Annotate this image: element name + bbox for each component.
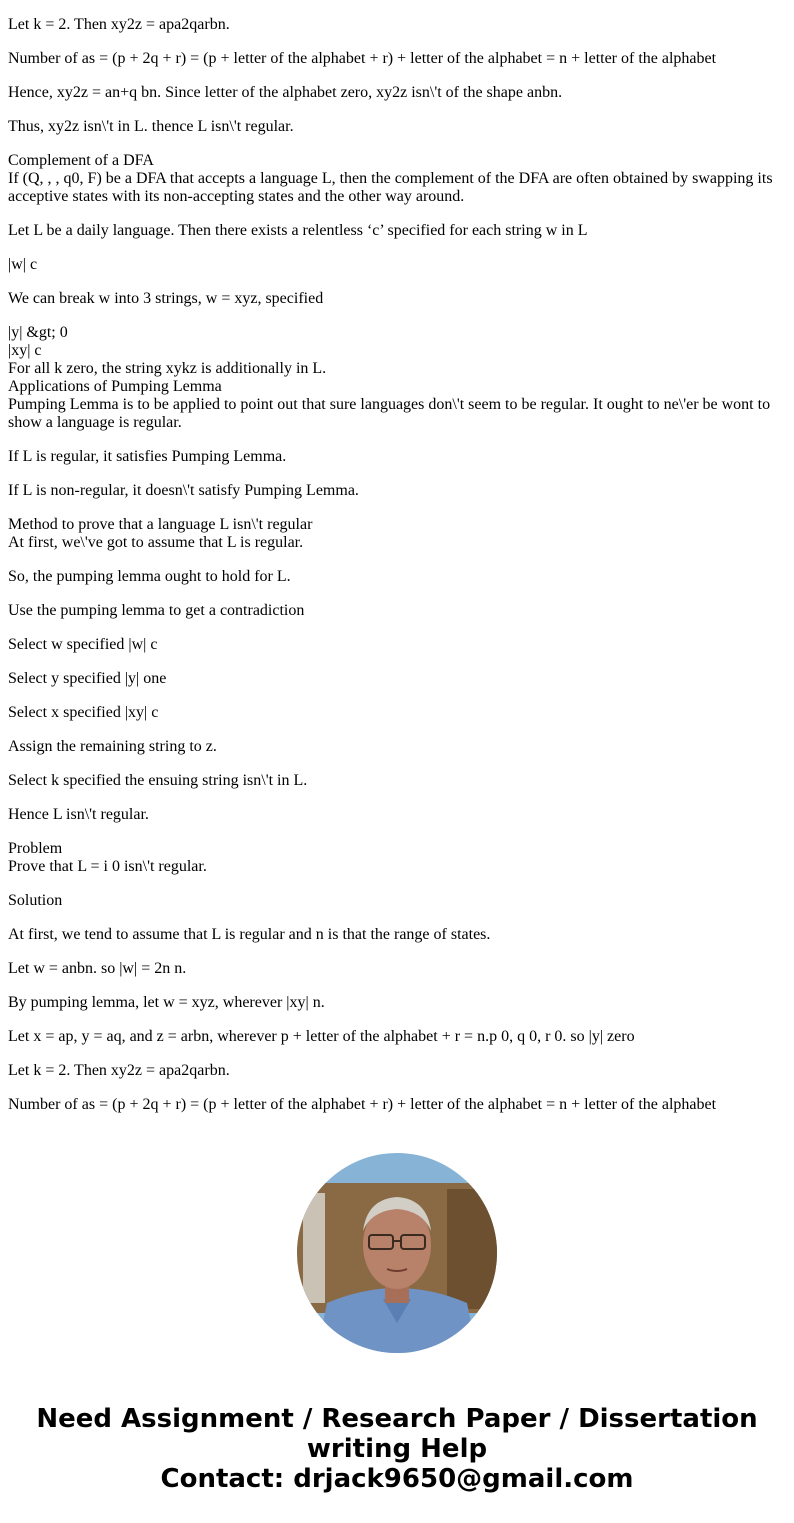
section-method	[8, 516, 786, 552]
paragraph: Select k specified the ensuing string isn\'t in L.	[8, 772, 308, 789]
paragraph: Hence L isn\'t regular.	[8, 806, 149, 823]
banner-headline: Need Assignment / Research Paper / Dissertation	[36, 1404, 758, 1434]
paragraph: Select x specified |xy| c	[8, 704, 159, 721]
section-complement-dfa	[8, 152, 786, 206]
paragraph: |w| c	[8, 256, 38, 273]
paragraph: At first, we tend to assume that L is regular and n is that the range of states.	[8, 926, 491, 943]
paragraph: Thus, xy2z isn\'t in L. thence L isn\'t regular.	[8, 118, 294, 135]
paragraph: Let L be a daily language. Then there exists a relentless ‘c’ specified for each string w in L	[8, 222, 588, 239]
paragraph: Select y specified |y| one	[8, 670, 167, 687]
paragraph: At first, we\'ve got to assume that L is regular.	[8, 534, 304, 551]
author-photo	[297, 1153, 497, 1353]
text-line: |y| &gt; 0	[8, 324, 68, 341]
section-heading: Method to prove that a language L isn\'t regular	[8, 516, 313, 533]
author-avatar	[297, 1153, 497, 1353]
paragraph: Let k = 2. Then xy2z = apa2qarbn.	[8, 1062, 230, 1079]
section-applications	[8, 324, 786, 432]
article-body	[8, 16, 786, 1114]
paragraph: Let w = anbn. so |w| = 2n n.	[8, 960, 187, 977]
section-heading: Complement of a DFA	[8, 152, 154, 169]
paragraph: If L is regular, it satisfies Pumping Lemma.	[8, 448, 287, 465]
paragraph: So, the pumping lemma ought to hold for L.	[8, 568, 291, 585]
contact-email: Contact: drjack9650@gmail.com	[160, 1464, 634, 1494]
paragraph: By pumping lemma, let w = xyz, wherever |xy| n.	[8, 994, 325, 1011]
text-line: For all k zero, the string xykz is additionally in L.	[8, 360, 327, 377]
paragraph: If (Q, , , q0, F) be a DFA that accepts a language L, then the complement of the DFA are often obtained by swapping its acceptive states with its non-accepting states and the other way around.	[8, 170, 773, 205]
paragraph: Pumping Lemma is to be applied to point out that sure languages don\'t seem to be regular. It ought to ne\'er be wont to show a language is regular.	[8, 396, 771, 431]
section-heading: Applications of Pumping Lemma	[8, 378, 222, 395]
paragraph: Select w specified |w| c	[8, 636, 158, 653]
text-line: |xy| c	[8, 342, 42, 359]
paragraph: If L is non-regular, it doesn\'t satisfy Pumping Lemma.	[8, 482, 359, 499]
paragraph: Hence, xy2z = an+q bn. Since letter of the alphabet zero, xy2z isn\'t of the shape anbn.	[8, 84, 563, 101]
paragraph: Let x = ap, y = aq, and z = arbn, wherever p + letter of the alphabet + r = n.p 0, q 0, r 0. so |y| zero	[8, 1028, 635, 1045]
paragraph: Assign the remaining string to z.	[8, 738, 217, 755]
paragraph: Let k = 2. Then xy2z = apa2qarbn.	[8, 16, 230, 33]
section-heading: Solution	[8, 892, 63, 909]
paragraph: Use the pumping lemma to get a contradiction	[8, 602, 305, 619]
assignment-help-banner	[0, 1404, 794, 1494]
paragraph: Number of as = (p + 2q + r) = (p + letter of the alphabet + r) + letter of the alphabet = n + letter of the alphabet	[8, 50, 717, 67]
section-problem	[8, 840, 786, 876]
paragraph: Prove that L = i 0 isn\'t regular.	[8, 858, 207, 875]
section-heading: Problem	[8, 840, 63, 857]
paragraph: Number of as = (p + 2q + r) = (p + letter of the alphabet + r) + letter of the alphabet = n + letter of the alphabet	[8, 1096, 717, 1113]
banner-subheadline: writing Help	[306, 1434, 488, 1464]
paragraph: We can break w into 3 strings, w = xyz, specified	[8, 290, 324, 307]
